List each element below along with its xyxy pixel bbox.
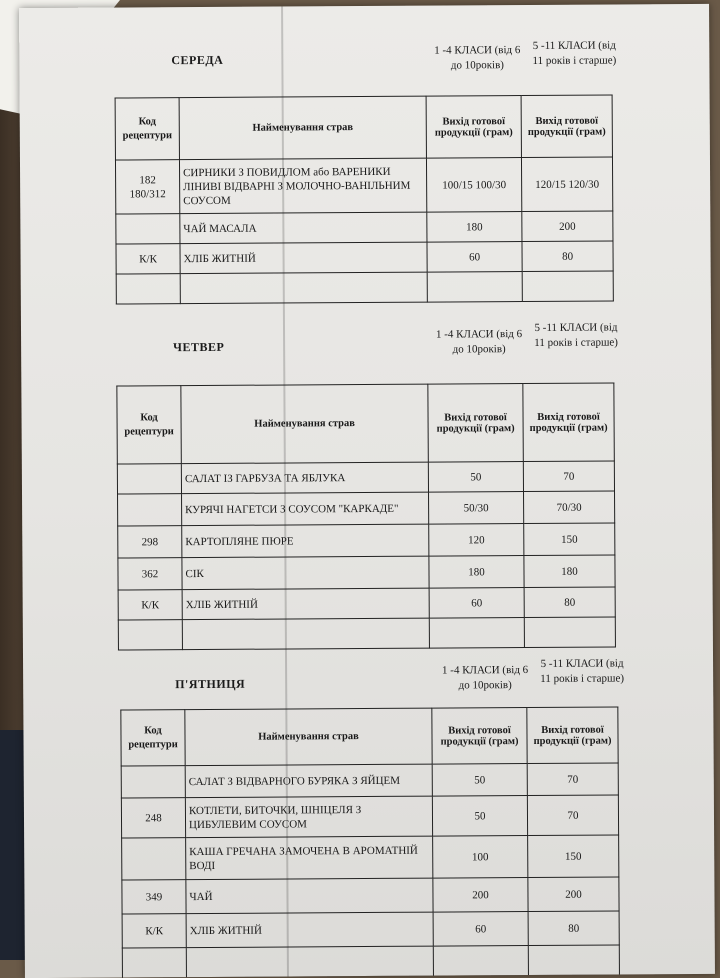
yield-1-value: 50 <box>432 796 527 837</box>
dish-name: ХЛІБ ЖИТНІЙ <box>186 912 433 948</box>
code-value: К/К <box>122 914 186 948</box>
col-yield-2-header: Вихід готової продукції (грам) <box>523 383 614 462</box>
yield-1-value: 120 <box>429 524 524 557</box>
col-yield-1-header: Вихід готової продукції (грам) <box>428 384 523 463</box>
col-code-header: Код рецептури <box>121 710 185 766</box>
table-row <box>118 587 615 620</box>
yield-1-value: 60 <box>429 588 524 619</box>
yield-2-value: 80 <box>528 911 619 946</box>
yield-1-value: 180 <box>427 212 522 243</box>
yield-1-value: 180 <box>429 556 524 589</box>
code-value: 248 <box>121 798 185 838</box>
table-row <box>116 241 613 274</box>
grade-5-11-header: 5 -11 КЛАСИ (від 11 років і старше) <box>532 39 617 67</box>
table-row <box>122 877 619 914</box>
code-value: К/К <box>118 590 182 620</box>
grade-1-4-header: 1 -4 КЛАСИ (від 6 до 10років) <box>435 328 523 356</box>
grade-1-4-header: 1 -4 КЛАСИ (від 6 до 10років) <box>441 664 529 692</box>
day-title: П'ЯТНИЦЯ <box>175 676 246 692</box>
menu-table <box>116 382 616 650</box>
table-row <box>115 157 612 214</box>
yield-2-value: 120/15 120/30 <box>521 157 612 212</box>
yield-2-value: 70/30 <box>524 491 615 524</box>
yield-2-value: 80 <box>524 587 615 618</box>
table-row <box>118 555 615 590</box>
dish-name: ЧАЙ МАСАЛА <box>180 212 427 244</box>
code-value <box>122 838 186 880</box>
dish-name: САЛАТ ІЗ ГАРБУЗА ТА ЯБЛУКА <box>181 462 428 494</box>
table-row <box>117 461 614 494</box>
yield-2-value: 70 <box>527 795 618 836</box>
dish-name: КАША ГРЕЧАНА ЗАМОЧЕНА В АРОМАТНІЙ ВОДІ <box>186 836 433 880</box>
grade-5-11-header: 5 -11 КЛАСИ (від 11 років і старше) <box>540 657 625 685</box>
grade-5-11-header: 5 -11 КЛАСИ (від 11 років і старше) <box>534 321 618 349</box>
grade-1-4-header: 1 -4 КЛАСИ (від 6 до 10років) <box>434 44 521 72</box>
yield-2-value: 70 <box>523 461 614 492</box>
code-cell <box>115 160 179 214</box>
dish-name: КОТЛЕТИ, БИТОЧКИ, ШНІЦЕЛЯ З ЦИБУЛЕВИМ СОУСОМ <box>185 796 432 838</box>
menu-sheet <box>19 4 715 978</box>
table-row-empty <box>118 617 615 650</box>
dish-name: ХЛІБ ЖИТНІЙ <box>182 588 429 620</box>
col-code-header: Код рецептури <box>115 98 179 160</box>
col-yield-1-header: Вихід готової продукції (грам) <box>426 96 521 159</box>
dish-name: САЛАТ З ВІДВАРНОГО БУРЯКА З ЯЙЦЕМ <box>185 764 432 798</box>
menu-table <box>115 94 614 304</box>
table-row-empty <box>116 271 613 304</box>
yield-1-value: 200 <box>433 878 528 913</box>
code-value <box>116 214 180 244</box>
yield-1-value: 50 <box>432 764 527 797</box>
code-value: 362 <box>118 558 182 590</box>
table-row <box>116 211 613 244</box>
col-name-header: Найменування страв <box>181 384 428 464</box>
table-header-row <box>117 383 614 464</box>
code-value: 182 <box>139 173 156 186</box>
col-name-header: Найменування страв <box>185 708 432 766</box>
dish-name: ЧАЙ <box>186 878 433 914</box>
table-row <box>121 795 618 838</box>
code-value: 298 <box>118 526 182 558</box>
table-row <box>121 763 618 798</box>
yield-2-value: 150 <box>524 523 615 556</box>
table-row <box>118 491 615 526</box>
col-yield-2-header: Вихід готової продукції (грам) <box>521 95 612 158</box>
menu-table <box>120 706 620 978</box>
day-section-wednesday <box>19 4 709 265</box>
table-row <box>122 835 619 880</box>
table-row <box>122 911 619 948</box>
yield-1-value: 60 <box>427 242 522 273</box>
col-name-header: Найменування страв <box>179 96 426 160</box>
dish-name: СІК <box>182 556 429 590</box>
dish-name: КАРТОПЛЯНЕ ПЮРЕ <box>182 524 429 558</box>
table-row <box>118 523 615 558</box>
yield-2-value: 80 <box>522 241 613 272</box>
day-title: СЕРЕДА <box>171 52 224 68</box>
yield-2-value: 200 <box>528 877 619 912</box>
yield-2-value: 180 <box>524 555 615 588</box>
code-value <box>117 464 181 494</box>
day-title: ЧЕТВЕР <box>173 339 225 355</box>
code-value <box>121 766 185 798</box>
yield-1-value: 60 <box>433 912 528 947</box>
dish-name: ХЛІБ ЖИТНІЙ <box>180 242 427 274</box>
col-yield-2-header: Вихід готової продукції (грам) <box>527 707 618 764</box>
code-value-2: 180/312 <box>129 187 166 200</box>
yield-1-value: 50 <box>428 462 523 493</box>
yield-2-value: 70 <box>527 763 618 796</box>
code-value: К/К <box>116 244 180 274</box>
yield-1-value: 50/30 <box>429 492 524 525</box>
dish-name: КУРЯЧІ НАГЕТСИ З СОУСОМ "КАРКАДЕ" <box>182 492 429 526</box>
yield-2-value: 200 <box>522 211 613 242</box>
code-value <box>118 494 182 526</box>
yield-2-value: 150 <box>528 835 619 878</box>
table-header-row <box>121 707 618 766</box>
col-code-header: Код рецептури <box>117 386 181 464</box>
dish-name: СИРНИКИ З ПОВИДЛОМ або ВАРЕНИКИ ЛІНИВІ ВІДВАРНІ З МОЛОЧНО-ВАНІЛЬНИМ СОУСОМ <box>179 158 426 214</box>
yield-1-value: 100 <box>433 836 528 879</box>
table-row-empty <box>122 945 619 978</box>
code-value: 349 <box>122 880 186 914</box>
table-header-row <box>115 95 612 160</box>
yield-1-value: 100/15 100/30 <box>426 158 521 213</box>
col-yield-1-header: Вихід готової продукції (грам) <box>432 708 527 765</box>
